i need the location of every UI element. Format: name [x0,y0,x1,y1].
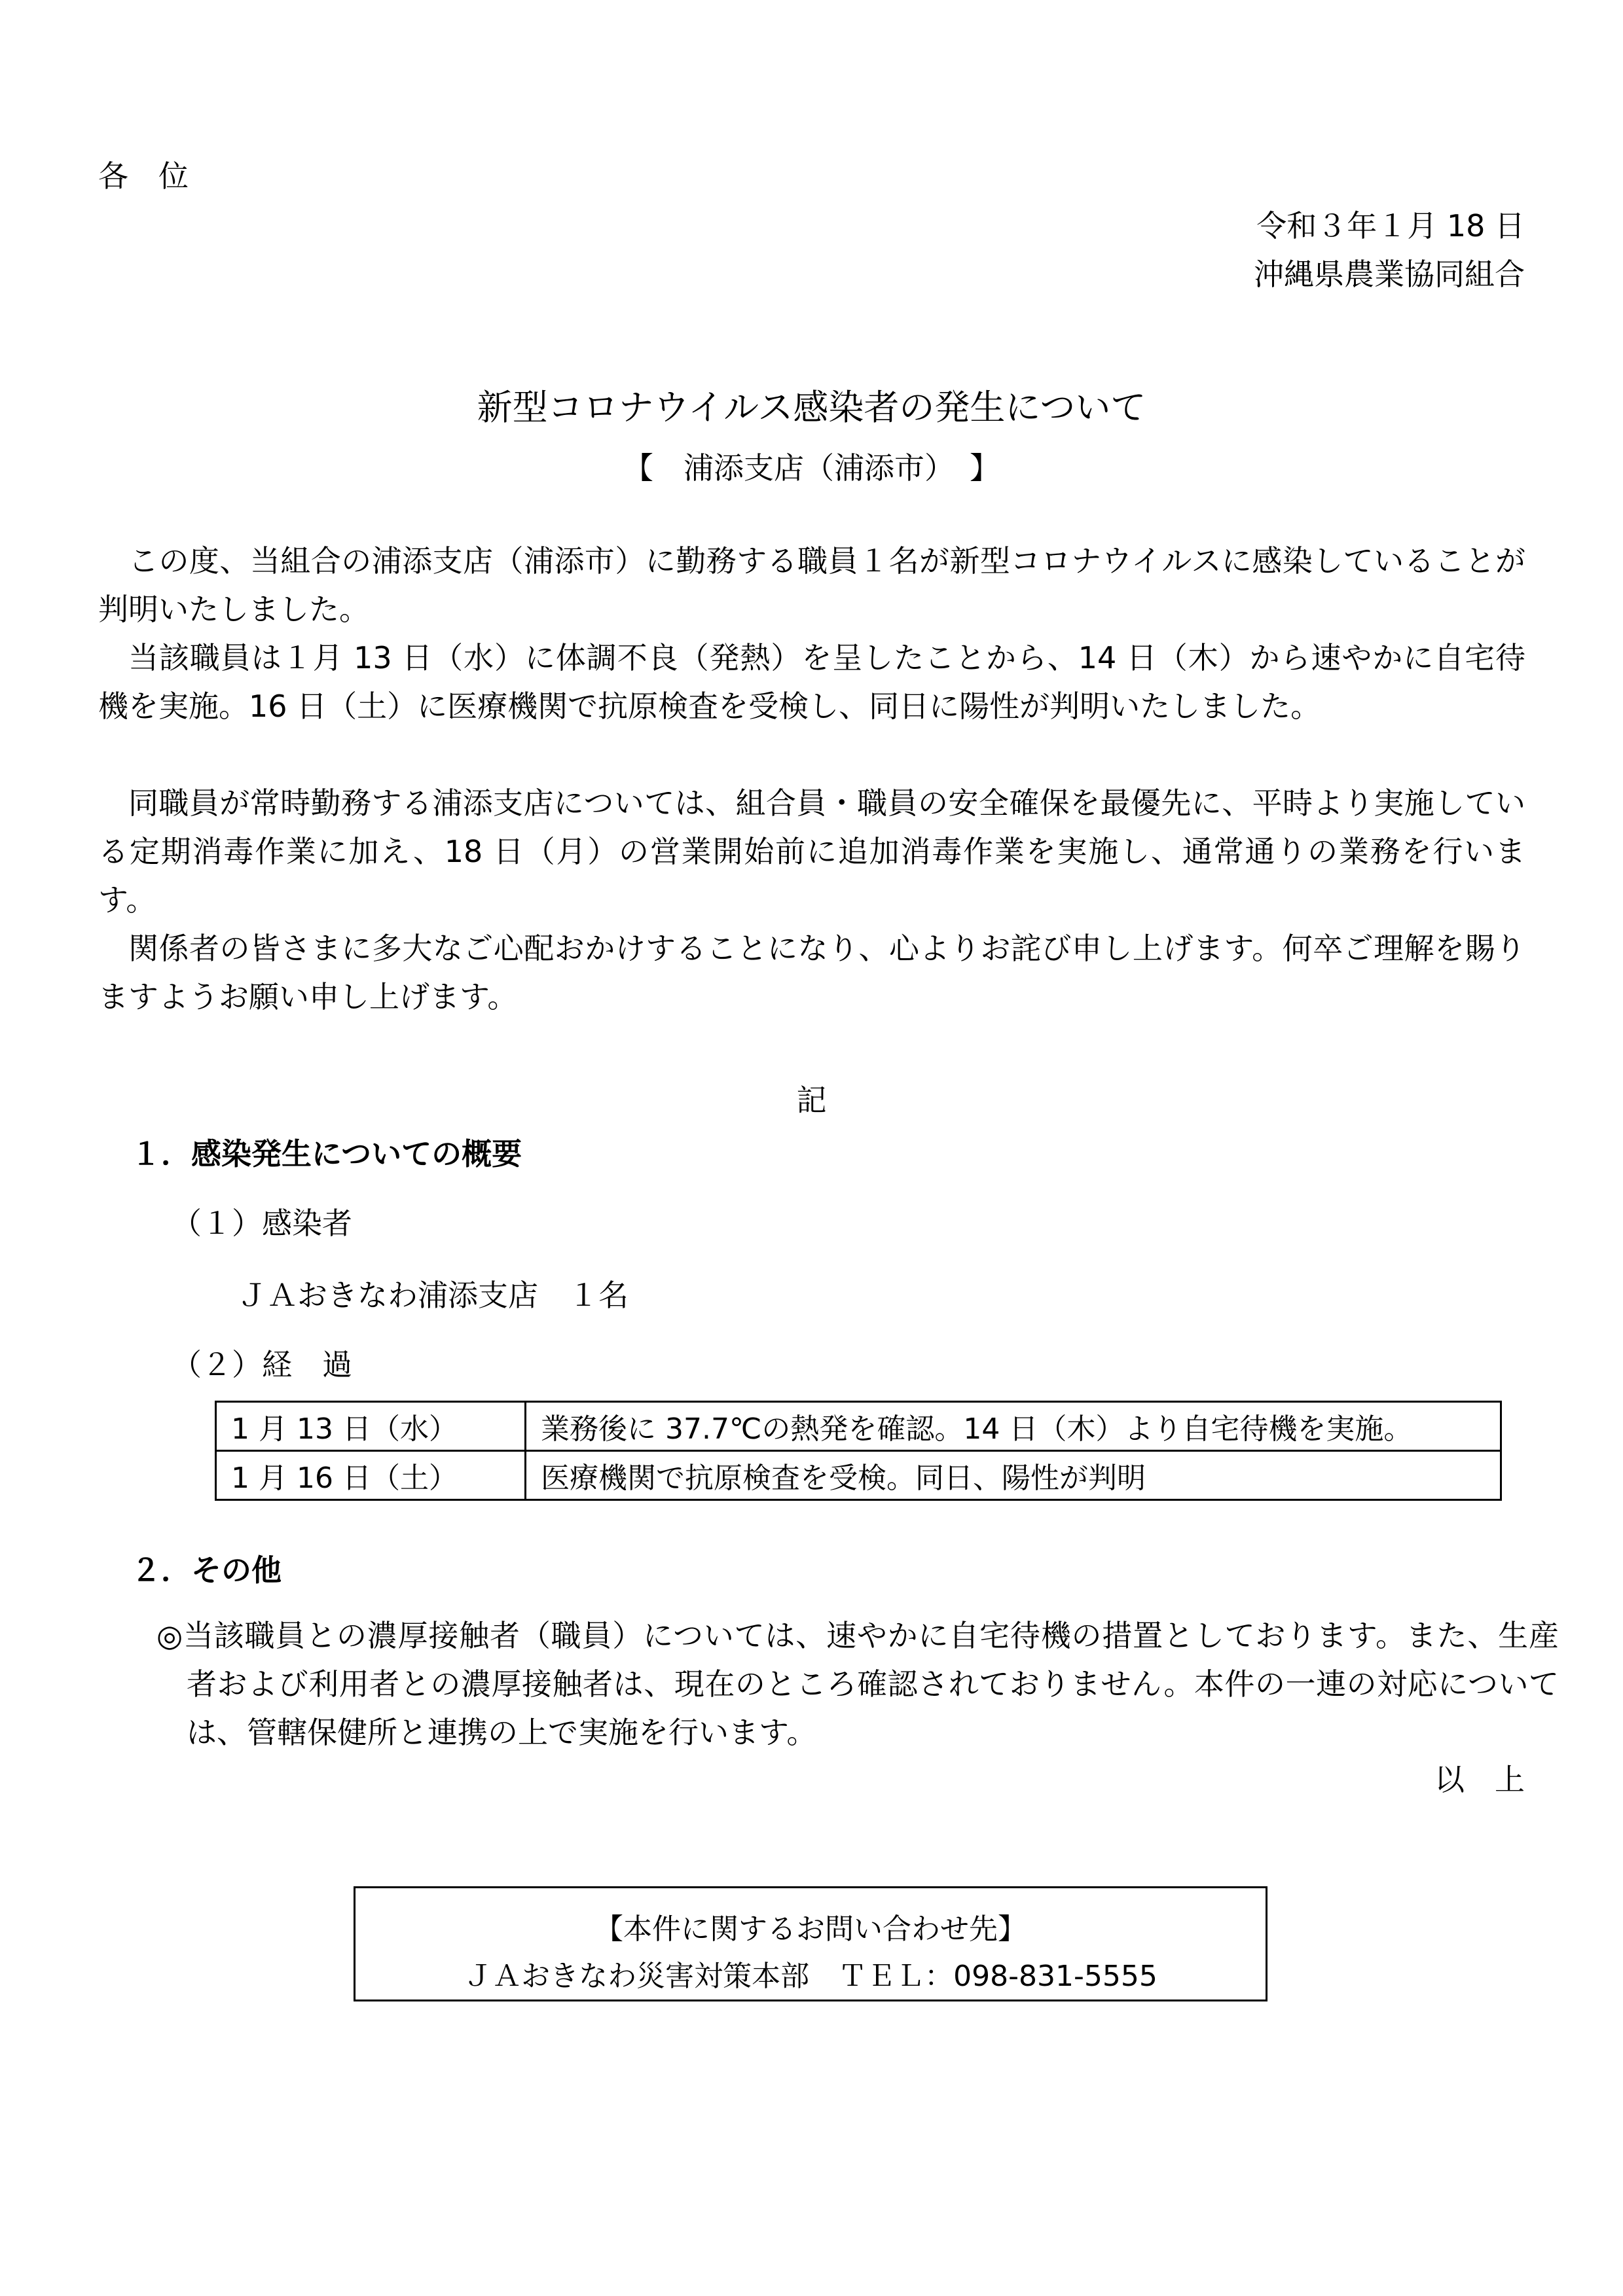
ki-mark: 記 [796,1083,827,1118]
history-date: 1 月 16 日（土） [216,1451,526,1500]
history-label: （２）経 過 [172,1347,352,1382]
document-subtitle: 【 浦添支店（浦添市） 】 [623,450,1000,486]
history-event: 業務後に 37.7℃の熱発を確認。14 日（木）より自宅待機を実施。 [526,1402,1501,1451]
paragraph-4: 関係者の皆さまに多大なご心配おかけすることになり、心よりお詫び申し上げます。何卒ご理解を賜りますようお願い申し上げます。 [98,931,1525,1014]
table-row [216,1402,1501,1451]
history-table [215,1401,1502,1501]
contact-label: 【本件に関するお問い合わせ先】 [594,1912,1027,1946]
paragraph-3: 同職員が常時勤務する浦添支店については、組合員・職員の安全確保を最優先に、平時より実施している定期消毒作業に加え、18 日（月）の営業開始前に追加消毒作業を実施し、通常通りの業務を行います。 [98,785,1525,918]
infected-value: ＪＡおきなわ浦添支店 １名 [237,1278,629,1313]
infected-label: （１）感染者 [172,1206,352,1241]
section-2-heading: ２．その他 [131,1552,282,1588]
paragraph-2: 当該職員は１月 13 日（水）に体調不良（発熱）を呈したことから、14 日（木）から速やかに自宅待機を実施。16 日（土）に医療機関で抗原検査を受検し、同日に陽性が判明いたしました。 [98,640,1525,724]
contact-box [354,1886,1267,2001]
issue-date: 令和３年１月 18 日 [1256,208,1525,243]
closing-mark: 以 上 [1434,1762,1525,1797]
document-title: 新型コロナウイルス感染者の発生について [477,387,1146,428]
addressee: 各 位 [98,158,189,194]
history-date: 1 月 13 日（水） [216,1402,526,1451]
contact-value: ＪＡおきなわ災害対策本部 ＴＥＬ：098-831-5555 [464,1960,1158,1993]
table-row [216,1451,1501,1500]
section-1-heading: １．感染発生についての概要 [131,1136,522,1172]
paragraph-1: この度、当組合の浦添支店（浦添市）に勤務する職員１名が新型コロナウイルスに感染していることが判明いたしました。 [98,543,1525,627]
history-event: 医療機関で抗原検査を受検。同日、陽性が判明 [526,1451,1501,1500]
section-2-text: ◎当該職員との濃厚接触者（職員）については、速やかに自宅待機の措置としております。また、生産者および利用者との濃厚接触者は、現在のところ確認されておりません。本件の一連の対応については、管轄保健所と連携の上で実施を行います。 [156,1618,1559,1750]
organization-name: 沖縄県農業協同組合 [1254,257,1525,292]
